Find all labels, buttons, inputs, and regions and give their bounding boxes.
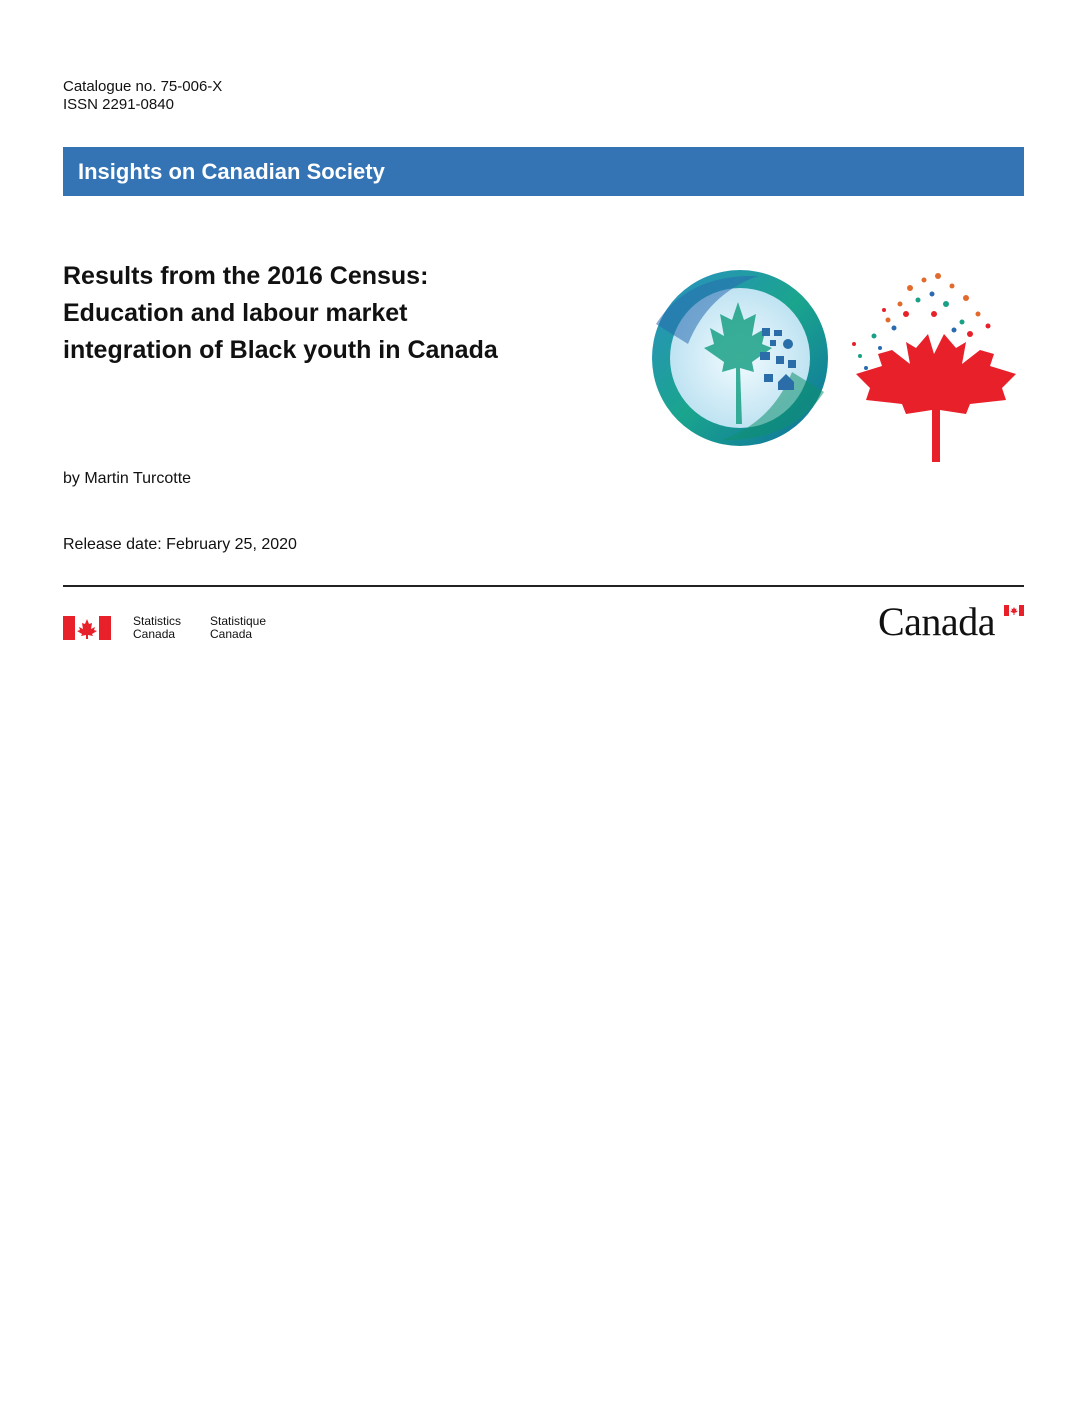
- release-date: Release date: February 25, 2020: [63, 536, 297, 553]
- title-line: Results from the 2016 Census:: [63, 262, 429, 290]
- footer-divider: [63, 585, 1024, 587]
- series-banner: Insights on Canadian Society: [63, 147, 1024, 196]
- agency-fr-line: Canada: [210, 627, 253, 641]
- title-line: integration of Black youth in Canada: [63, 336, 498, 364]
- cover-artwork: [648, 264, 1024, 466]
- issn-number: ISSN 2291-0840: [63, 96, 174, 113]
- agency-name-en: [133, 615, 181, 641]
- agency-name-fr: [210, 615, 266, 641]
- author-byline: by Martin Turcotte: [63, 470, 192, 487]
- agency-fr-line: Statistique: [210, 614, 267, 628]
- catalogue-info: [63, 78, 222, 114]
- title-line: Education and labour market: [63, 299, 408, 327]
- wordmark-flag-icon: [1004, 605, 1024, 616]
- dotted-maple-leaf-icon: [852, 273, 1016, 462]
- canada-wordmark: Canada: [878, 599, 995, 644]
- agency-en-line: Canada: [133, 627, 176, 641]
- agency-en-line: Statistics: [133, 614, 182, 628]
- catalogue-number: Catalogue no. 75-006-X: [63, 78, 223, 95]
- canada-flag-icon: [63, 616, 111, 640]
- page-title: [63, 258, 603, 369]
